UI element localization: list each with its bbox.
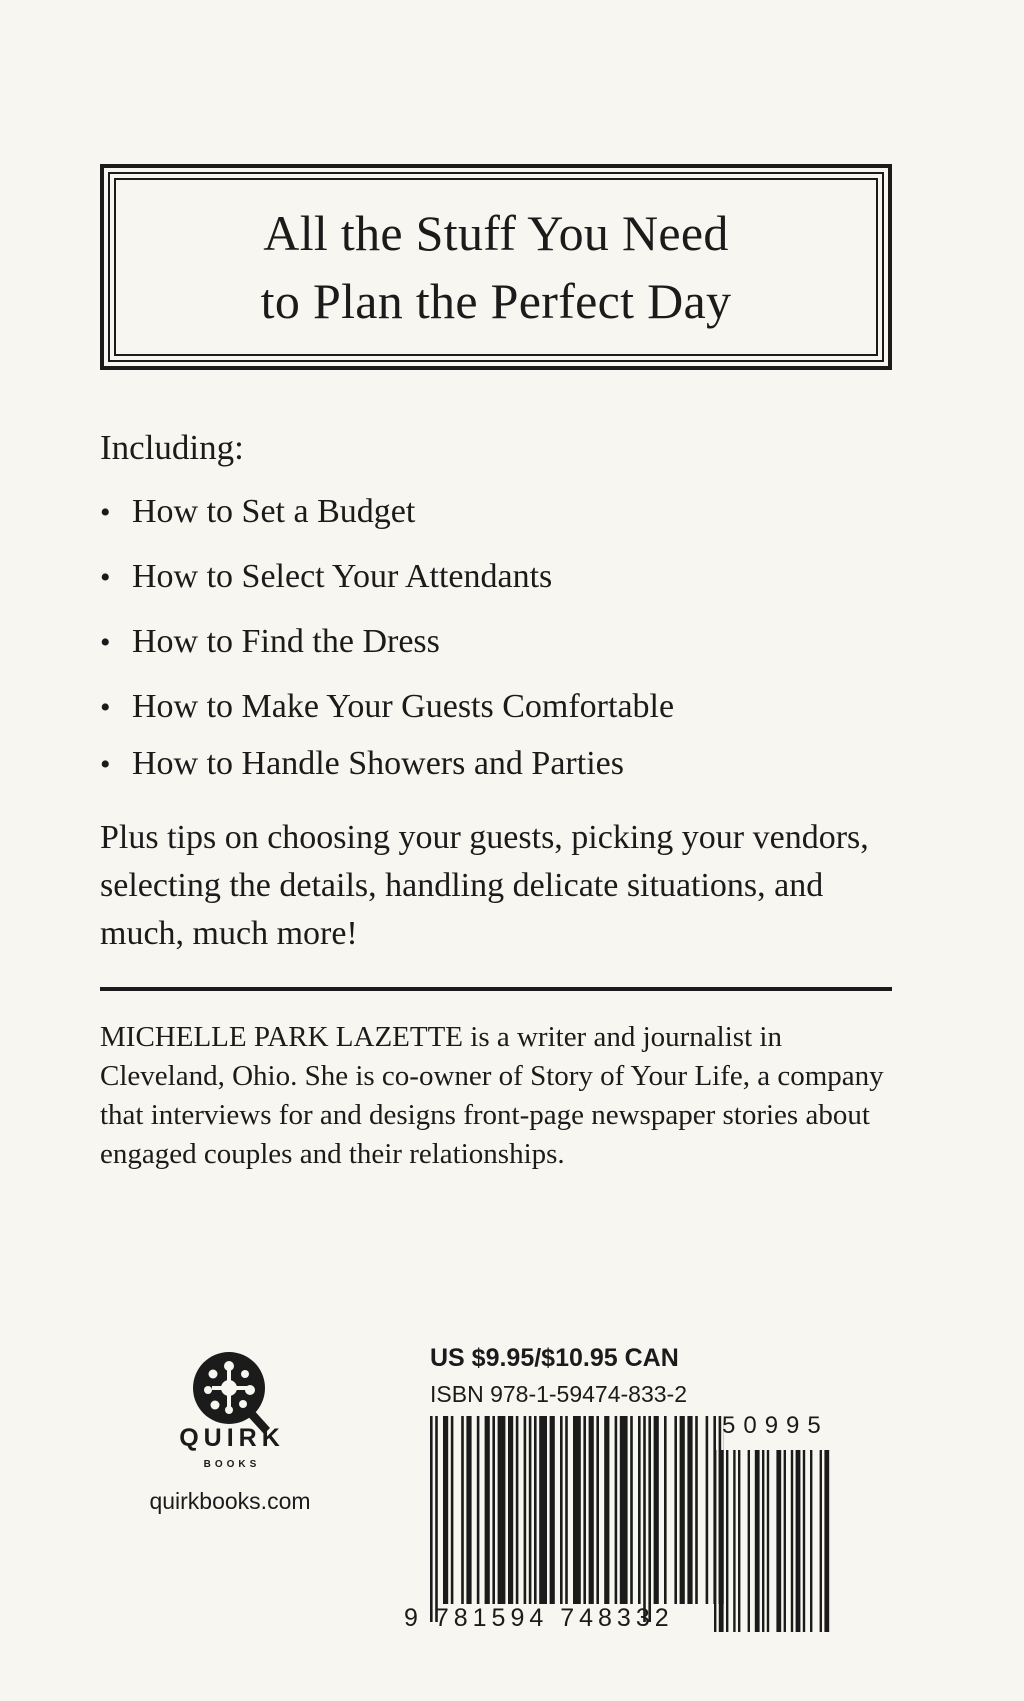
barcode-bar	[706, 1416, 709, 1604]
barcode-bar	[451, 1416, 454, 1604]
barcode-bar	[695, 1416, 698, 1604]
barcode-bar	[680, 1416, 685, 1604]
feature-text: How to Find the Dress	[132, 623, 440, 660]
feature-text: How to Set a Budget	[132, 493, 416, 530]
addon-barcode-icon	[710, 1416, 850, 1634]
barcode-bar	[767, 1450, 769, 1632]
barcode-bar	[738, 1450, 740, 1632]
bullet-icon: •	[100, 496, 111, 529]
bullet-icon: •	[100, 626, 111, 659]
ean-digits: 9 781594 748332	[404, 1604, 674, 1632]
barcode-bar	[776, 1450, 781, 1632]
author-bio: MICHELLE PARK LAZETTE is a writer and journalist in Cleveland, Ohio. She is co-owner of Story of Your Life, a company that interviews for and designs front-page newspaper stories about engaged couples and their relationships.	[100, 1021, 884, 1170]
barcode-bar	[714, 1450, 716, 1632]
publisher-website: quirkbooks.com	[149, 1488, 311, 1514]
publisher-subname: BOOKS	[203, 1459, 261, 1470]
barcode-bar	[820, 1450, 822, 1632]
barcode-bar	[524, 1416, 527, 1604]
barcode-bar	[648, 1416, 651, 1622]
barcode-bar	[534, 1416, 537, 1604]
feature-text: How to Select Your Attendants	[132, 558, 553, 595]
barcode-bar	[461, 1416, 464, 1604]
barcode-bar	[498, 1416, 506, 1604]
feature-item	[100, 744, 624, 785]
barcode-bar	[430, 1416, 433, 1622]
barcode-bar	[630, 1416, 633, 1604]
intro-heading: Including:	[100, 428, 244, 467]
publisher-name: QUIRK	[179, 1424, 285, 1452]
barcode-bar	[435, 1416, 438, 1622]
barcode-bar	[615, 1416, 618, 1604]
barcode-bar	[687, 1416, 692, 1604]
barcode-bar	[784, 1450, 786, 1632]
barcode-bar	[755, 1450, 760, 1632]
barcode-bar	[573, 1416, 581, 1604]
bullet-icon: •	[100, 691, 111, 724]
quirk-logo-icon	[186, 1346, 276, 1436]
feature-item	[100, 687, 674, 728]
barcode-bar	[638, 1416, 641, 1604]
barcode-bar	[796, 1450, 801, 1632]
barcode-bar	[516, 1416, 519, 1604]
title-frame-inner	[114, 178, 878, 356]
price-label: US $9.95/$10.95 CAN	[430, 1344, 679, 1372]
barcode-bar	[748, 1450, 750, 1632]
bullet-icon: •	[100, 748, 111, 781]
barcode-bar	[719, 1450, 724, 1632]
barcode-bar	[477, 1416, 480, 1604]
barcode-bar	[485, 1416, 490, 1604]
barcode-bar	[539, 1416, 547, 1604]
barcode-bar	[803, 1450, 805, 1632]
feature-item	[100, 557, 552, 598]
barcode-bar	[550, 1416, 555, 1604]
barcode-bar	[596, 1416, 599, 1604]
addon-digits: 50995	[722, 1412, 829, 1439]
barcode-bar	[508, 1416, 513, 1604]
barcode-bar	[726, 1450, 728, 1632]
feature-item	[100, 492, 415, 533]
barcode-bar	[492, 1416, 495, 1604]
barcode-bar	[560, 1416, 563, 1604]
barcode-bar	[674, 1416, 677, 1604]
barcode-bar	[664, 1416, 667, 1604]
barcode-bar	[589, 1416, 594, 1604]
feature-text: How to Handle Showers and Parties	[132, 745, 624, 782]
barcode-bar	[466, 1416, 471, 1604]
barcode-bar	[762, 1450, 764, 1632]
barcode-bar	[824, 1450, 829, 1632]
barcode-bar	[583, 1416, 586, 1604]
barcode-bar	[620, 1416, 628, 1604]
ean-barcode-icon	[424, 1416, 724, 1634]
title-frame-middle-border	[108, 172, 884, 362]
plus-paragraph: Plus tips on choosing your guests, picking your vendors, selecting the details, handling delicate situations, and much, much more!	[100, 819, 869, 952]
barcode-bar	[443, 1416, 448, 1604]
barcode-bar	[733, 1450, 735, 1632]
barcode-bar	[604, 1416, 609, 1604]
feature-text: How to Make Your Guests Comfortable	[132, 688, 675, 725]
barcode-bar	[643, 1416, 646, 1622]
isbn-label: ISBN 978-1-59474-833-2	[430, 1381, 687, 1407]
barcode-bar	[654, 1416, 659, 1604]
title-line-1: All the Stuff You Need	[263, 205, 729, 261]
title-line-2: to Plan the Perfect Day	[260, 273, 732, 329]
barcode-bar	[810, 1450, 812, 1632]
feature-item	[100, 622, 440, 663]
barcode-bar	[529, 1416, 532, 1604]
bullet-icon: •	[100, 561, 111, 594]
divider-rule	[100, 987, 892, 991]
barcode-bar	[791, 1450, 793, 1632]
barcode-bar	[565, 1416, 568, 1604]
title-frame	[100, 164, 892, 370]
